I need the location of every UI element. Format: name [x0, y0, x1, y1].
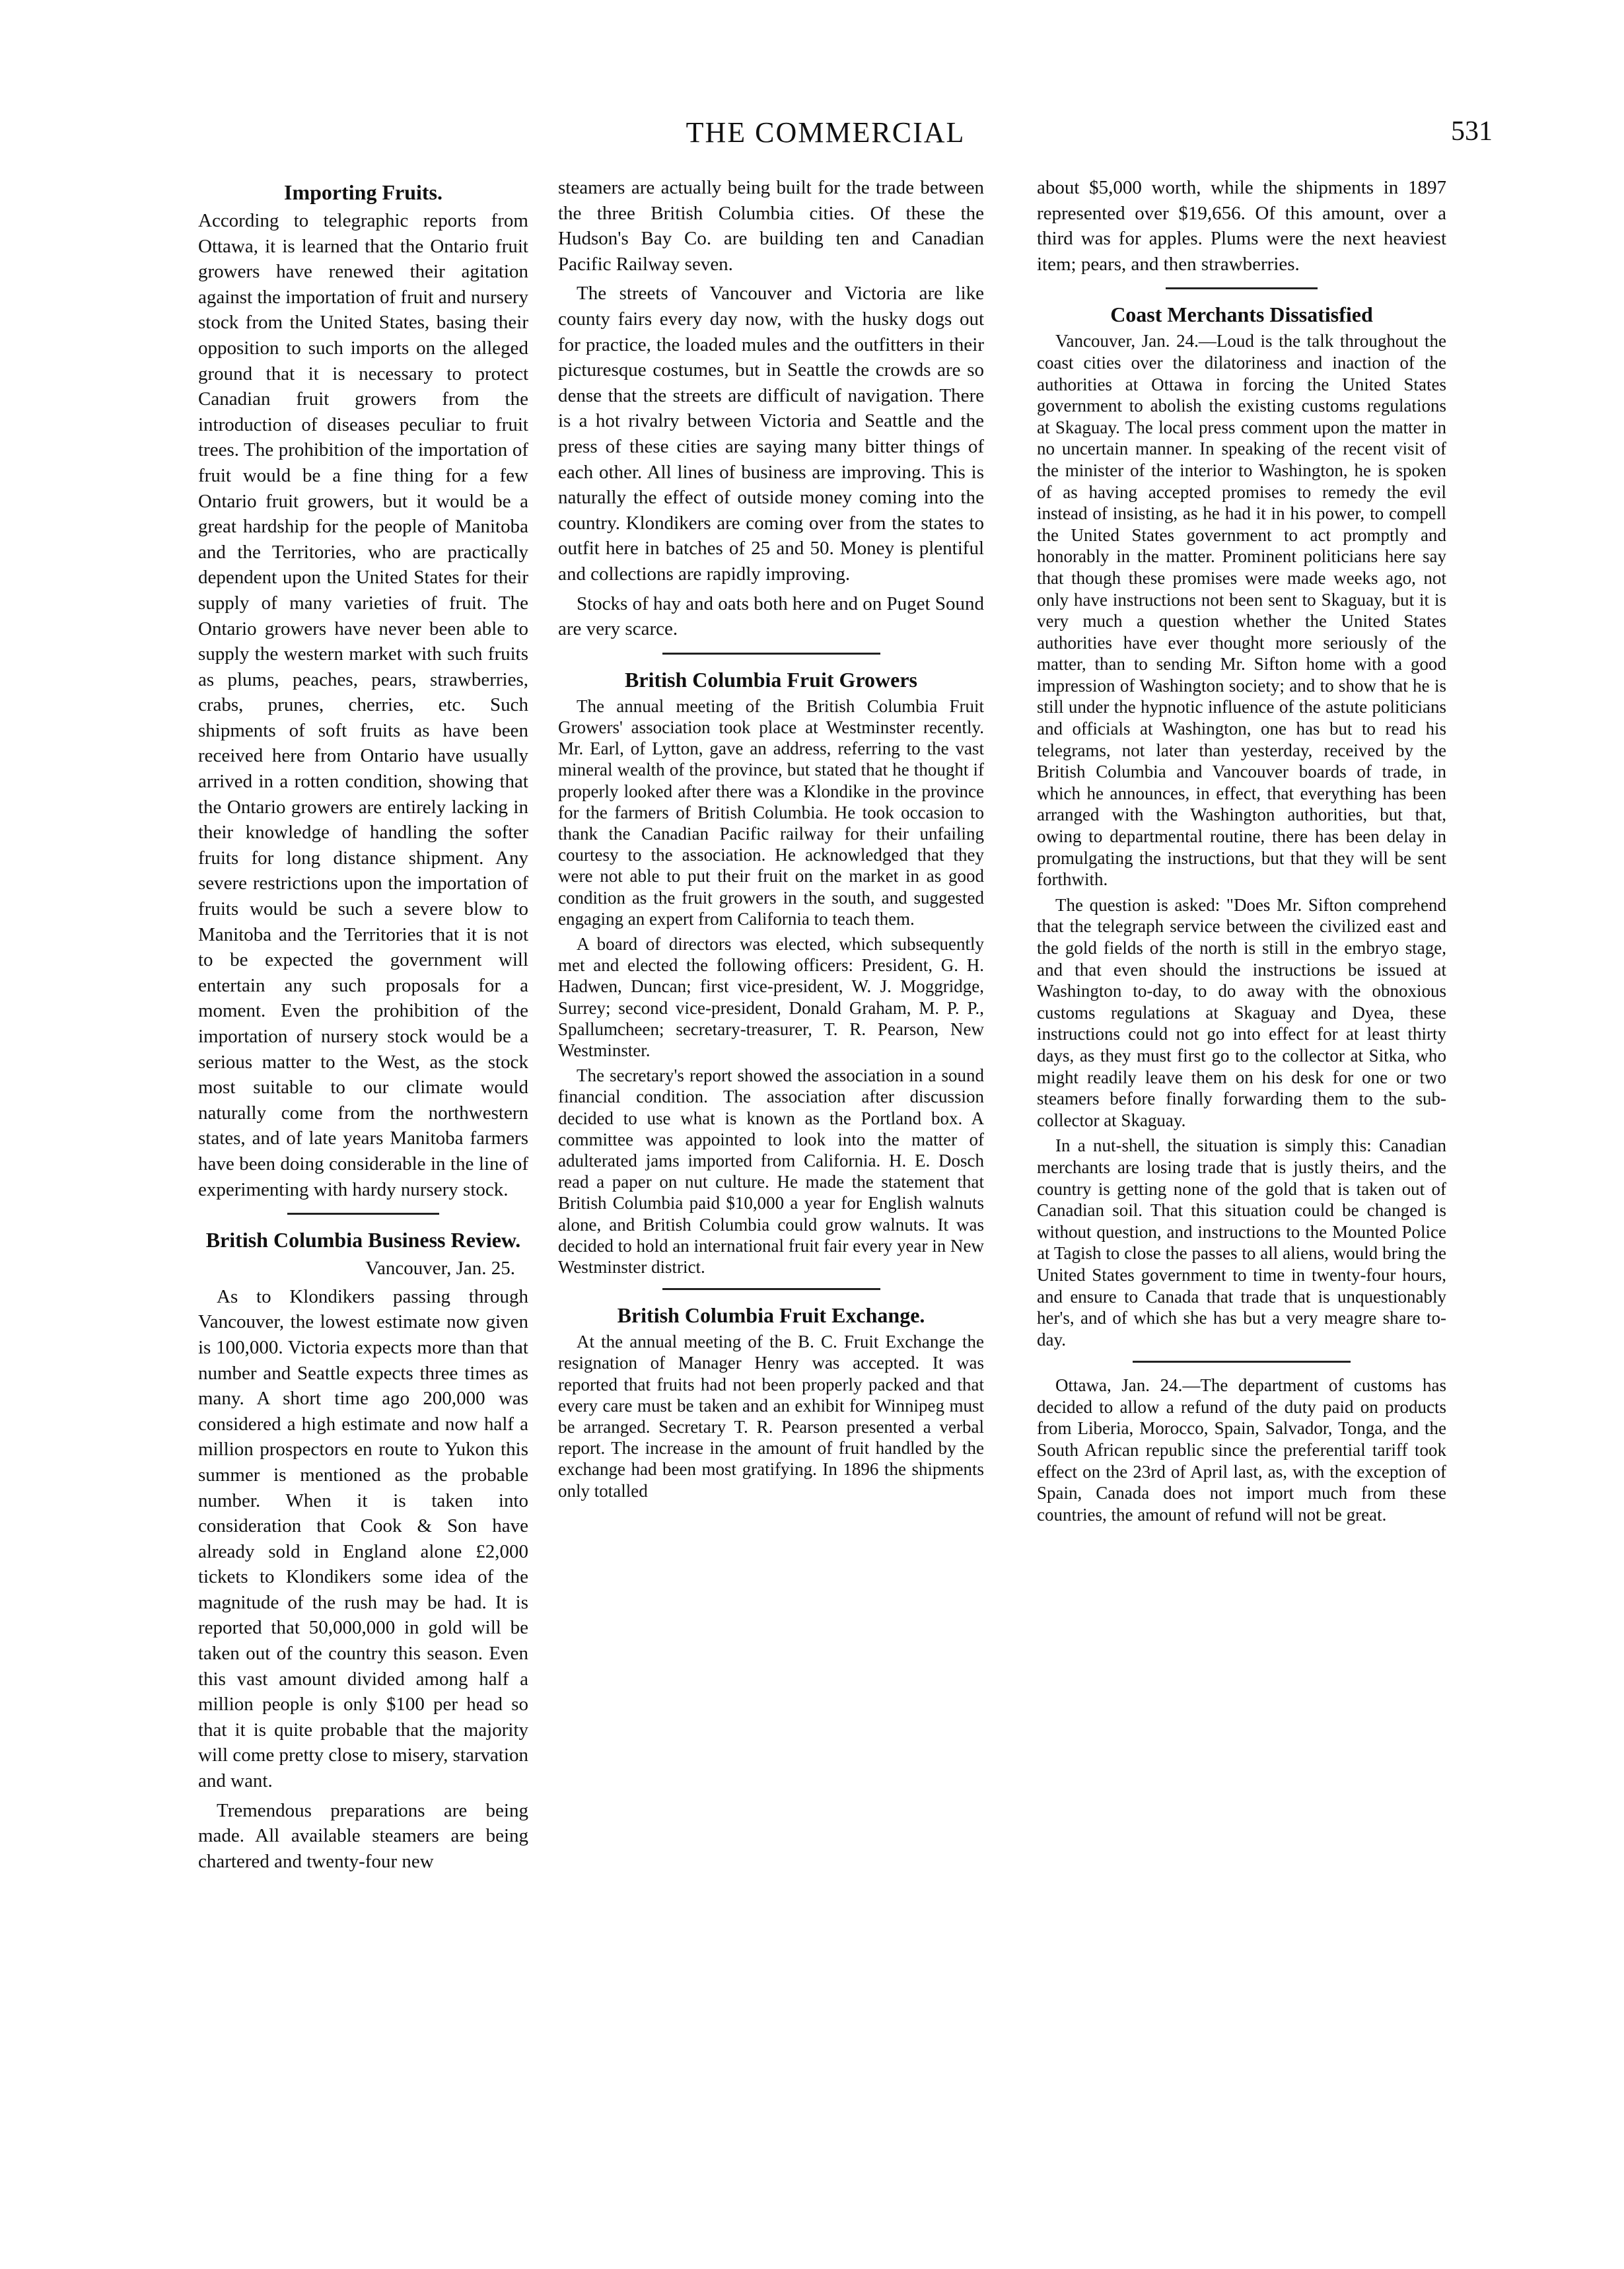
article-title-bc-fruit-growers: British Columbia Fruit Growers — [625, 667, 917, 692]
page-number: 531 — [1451, 116, 1493, 147]
article-body-importing-fruits: According to telegraphic reports from Ottawa, it is learned that the Ontario fruit growers have renewed their agitation against the importation of fruit and nursery stock from the United States, basing their opposition to such imports on the alleged ground that it is necessary to protect Canadian fruit growers from the introduction of diseases peculiar to fruit trees. The prohibition of the importation of fruit would be a fine thing for a few Ontario fruit growers, but it would be a great hardship for the people of Manitoba and the Territories, who are practically dependent upon the United States for their supply of many varieties of fruit. The Ontario growers have never been able to supply the western market with such fruits as plums, peaches, pears, strawberries, crabs, prunes, cherries, etc. Such shipments of soft fruits as have been received here from Ontario have usually arrived in a rotten condition, showing that the Ontario growers are entirely lacking in their knowledge of handling the softer fruits for long distance shipment. Any severe restrictions upon the importation of fruits would be such a severe blow to Manitoba and the Territories that it is not to be expected the government will entertain any such proposals for a moment. Even the prohibition of the importation of nursery stock would be a serious matter to the West, as the stock most suitable to our climate would naturally come from the northwestern states, and of late years Manitoba farmers have been doing considerable in the line of experimenting with hardy nursery stock. — [198, 210, 528, 1200]
article-paragraph: The question is asked: "Does Mr. Sifton comprehend that the telegraph service between the civilized east and the gold fields of the north is still in the embryo stage, and that even should the instructions be issued at Washington to-day, to do away with the obnoxious customs regulations at Skaguay and Dyea, these instructions could not go into effect for at least thirty days, as they must first go to the collector at Sitka, who might readily leave them on his desk for one or two steamers before finally forwarding them to the sub-collector at Skaguay. — [1037, 894, 1446, 1130]
article-dateline: Vancouver, Jan. 25. — [365, 1258, 515, 1279]
column-1 — [198, 175, 528, 2236]
column-2 — [558, 175, 984, 2236]
article-divider — [662, 653, 880, 655]
article-paragraph: about $5,000 worth, while the shipments in 1897 represented over $19,656. Of this amount, over a third was for apples. Plums were the next heaviest item; pears, and then strawberries. — [1037, 177, 1446, 275]
article-paragraph-ottawa: Ottawa, Jan. 24.—The department of customs has decided to allow a refund of the duty paid on products from Liberia, Morocco, Spain, Salvador, Tonga, and the South African republic since the preferential tariff took effect on the 23rd of April last, as, with the exception of Spain, Canada does not import much from these countries, the amount of refund will not be great. — [1037, 1375, 1446, 1525]
article-paragraph: In a nut-shell, the situation is simply this: Canadian merchants are losing trade that is justly theirs, and the country is getting none of the gold that is taken out of Canadian soil. That this situation could be changed is without question, and instructions to the Mounted Police at Tagish to close the passes to all aliens, would bring the United States government to time in twenty-four hours, and ensure to Canada that trade that is unquestionably her's, and of which she has but a very meagre share to-day. — [1037, 1135, 1446, 1350]
article-divider — [1166, 287, 1318, 289]
article-divider — [287, 1213, 439, 1215]
article-title-importing-fruits: Importing Fruits. — [284, 180, 442, 204]
article-paragraph: Tremendous preparations are being made. All available steamers are being chartered and twenty-four new — [198, 1799, 528, 1872]
article-paragraph: At the annual meeting of the B. C. Fruit Exchange the resignation of Manager Henry was accepted. It was reported that fruits had not been properly packed and that every care must be taken and an exhibit for Winnipeg must be arranged. Secretary T. R. Pearson presented a verbal report. The increase in the amount of fruit handled by the exchange had been most gratifying. In 1896 the shipments only totalled — [558, 1332, 984, 1501]
article-paragraph: The secretary's report showed the association in a sound financial condition. The association after discussion decided to use what is known as the Portland box. A committee was appointed to look into the matter of adulterated jams imported from California. H. E. Dosch read a paper on nut culture. He made the statement that British Columbia paid $10,000 a year for English walnuts alone, and British Columbia could grow walnuts. It was decided to hold an international fruit fair every year in New Westminster district. — [558, 1065, 984, 1277]
article-title-bc-business-review: British Columbia Business Review. — [205, 1228, 521, 1252]
article-paragraph: Vancouver, Jan. 24.—Loud is the talk throughout the coast cities over the dilatoriness and inaction of the authorities at Ottawa in forcing the United States government to abolish the existing customs regulations at Skaguay. The local press comment upon the matter in no uncertain manner. In speaking of the recent visit of the minister of the interior to Washington, he is spoken of as having accepted promises to remedy the evil instead of insisting, as he had it in his power, to compell the United States government to act promptly and honorably in the matter. Prominent politicians here say that though these promises were made weeks ago, not only have instructions not been sent to Skaguay, but it is very much a question whether the United States authorities have ever thought more seriously of the matter, than to sending Mr. Sifton home with a good impression of Washington society; and to show that he is still under the hypnotic influence of the astute politicians and officials at Washington, one has but to read his telegrams, not later than yesterday, received by the British Columbia and Vancouver boards of trade, in which he announces, in effect, that everything has been arranged with the Washington authorities, but that, owing to departmental routine, there has been delay in promulgating the instructions, but that they will be sent forthwith. — [1037, 331, 1446, 890]
column-3 — [1037, 175, 1446, 2236]
publication-title: THE COMMERCIAL — [686, 116, 966, 149]
article-paragraph: As to Klondikers passing through Vancouver, the lowest estimate now given is 100,000. Victoria expects more than that number and Seattle expects three times as many. A short time ago 200,000 was considered a high estimate and now half a million prospectors en route to Yukon this summer is mentioned as the probable number. When it is taken into consideration that Cook & Son have already sold in England alone £2,000 tickets to Klondikers some idea of the magnitude of the rush may be had. It is reported that 50,000,000 in gold will be taken out of the country this season. Even this vast amount divided among half a million people is only $100 per head so that it is quite probable that the majority will come pretty close to misery, starvation and want. — [198, 1285, 528, 1792]
article-paragraph: The streets of Vancouver and Victoria are like county fairs every day now, with the husky dogs out for practice, the loaded mules and the outfitters in their picturesque costumes, but in Seattle the crowds are so dense that the streets are difficult of navigation. There is a hot rivalry between Victoria and Seattle and the press of these cities are saying many bitter things of each other. All lines of business are improving. This is naturally the effect of outside money coming into the country. Klondikers are coming over from the states to outfit here in batches of 25 and 50. Money is plentiful and collections are rapidly improving. — [558, 283, 984, 585]
article-paragraph: A board of directors was elected, which subsequently met and elected the following officers: President, G. H. Hadwen, Duncan; first vice-president, W. J. Moggridge, Surrey; second vice-president, Donald Graham, M. P. P., Spallumcheen; secretary-treasurer, T. R. Pearson, New Westminster. — [558, 933, 984, 1060]
article-title-coast-merchants: Coast Merchants Dissatisfied — [1110, 303, 1373, 327]
article-title-bc-fruit-exchange: British Columbia Fruit Exchange. — [617, 1303, 925, 1328]
page-header — [198, 116, 1493, 162]
article-divider — [1133, 1361, 1351, 1363]
article-paragraph: steamers are actually being built for the trade between the three British Columbia cities. Of these the Hudson's Bay Co. are building ten and Canadian Pacific Railway seven. — [558, 177, 984, 275]
article-paragraph: The annual meeting of the British Columbia Fruit Growers' association took place at Westminster recently. Mr. Earl, of Lytton, gave an address, referring to the vast mineral wealth of the province, but stated that he thought if properly looked after there was a Klondike in the province for the farmers of British Columbia. He took occasion to thank the Canadian Pacific railway for their unfailing courtesy to the association. He acknowledged that they were not able to put their fruit on the market in as good condition as the fruit growers in the south, and suggested engaging an expert from California to teach them. — [558, 696, 984, 929]
article-paragraph: Stocks of hay and oats both here and on Puget Sound are very scarce. — [558, 593, 984, 640]
article-divider — [662, 1288, 880, 1290]
